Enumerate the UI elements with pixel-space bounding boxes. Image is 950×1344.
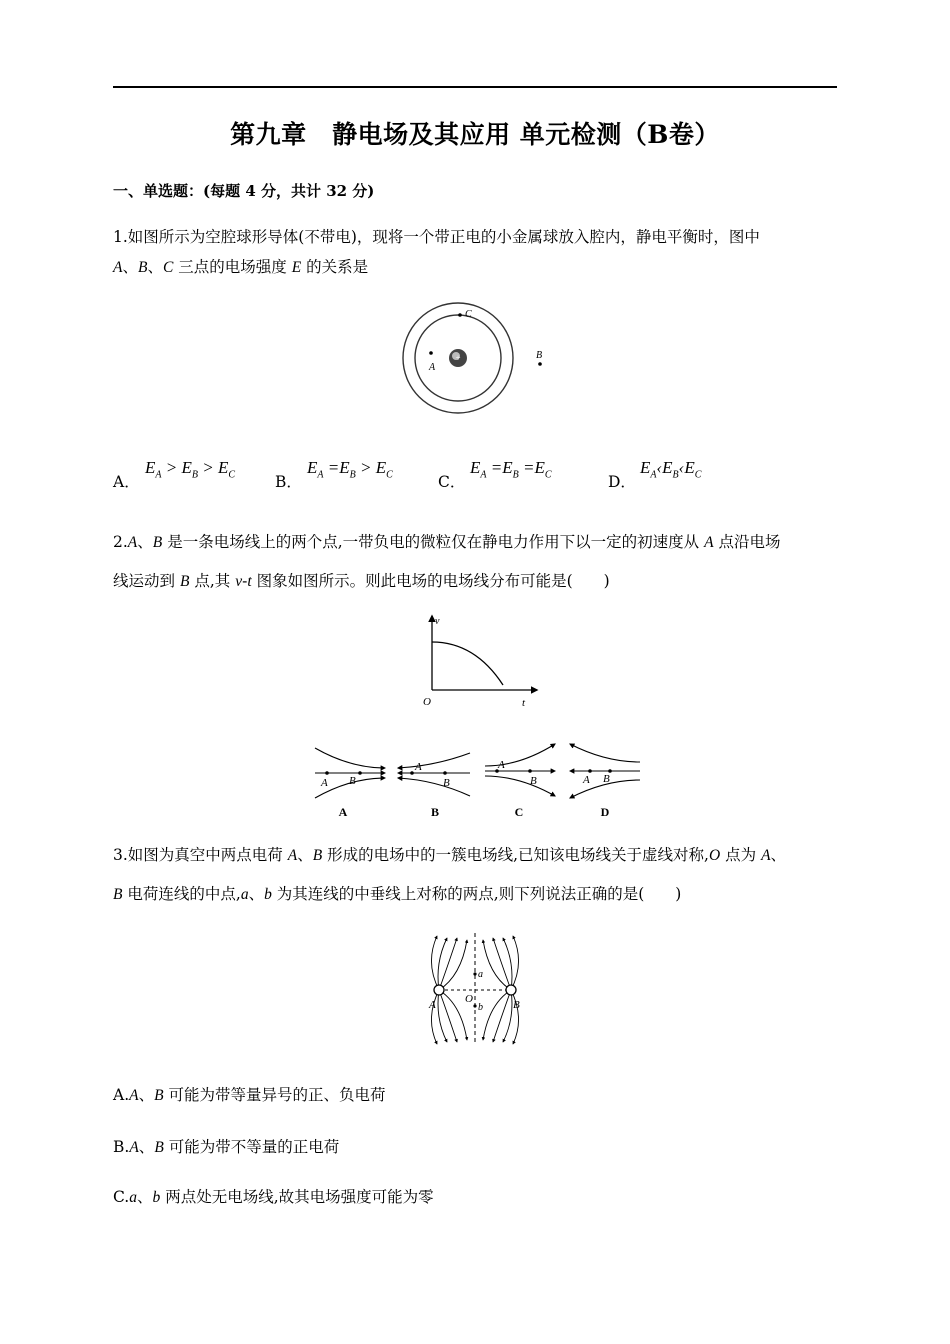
q1-line1: 1.如图所示为空腔球形导体(不带电)，现将一个带正电的小金属球放入腔内，静电平衡时，图中 — [113, 228, 760, 246]
q3-line2: B 电荷连线的中点,a、b 为其连线的中垂线上对称的两点,则下列说法正确的是( ) — [113, 885, 682, 903]
svg-text:A: A — [415, 761, 422, 773]
q1-option-a-formula: $E_A > E_B > E_C$ — [145, 458, 235, 481]
q1-line2: A、B、C 三点的电场强度 E 的关系是 — [113, 258, 369, 276]
q1-figure — [395, 300, 565, 420]
label-A: A — [429, 362, 436, 373]
svg-text:B: B — [530, 775, 537, 787]
question-2-text — [113, 527, 837, 597]
label-B: B — [513, 999, 520, 1011]
label-B: B — [536, 350, 543, 361]
q1-option-b-letter: B． — [275, 473, 302, 491]
q3-option-a: A.A、B 可能为带等量异号的正、负电荷 — [113, 1086, 386, 1104]
choice-b-diagram — [398, 753, 470, 819]
q3-option-c: C.a、b 两点处无电场线,故其电场强度可能为零 — [113, 1188, 434, 1206]
question-1-text — [113, 222, 837, 283]
label-O: O — [465, 993, 473, 1005]
label-b: b — [478, 1002, 483, 1013]
origin-label: O — [423, 696, 431, 708]
choice-a-diagram — [315, 748, 385, 819]
choice-a-label: A — [338, 805, 348, 819]
section-heading: 一、单选题：(每题 4 分，共计 32 分) — [113, 182, 375, 200]
svg-text:A: A — [583, 774, 590, 786]
q1-option-a-letter: A． — [113, 473, 140, 491]
q2-line1: 2.A、B 是一条电场线上的两个点,一带负电的微粒仅在静电力作用下以一定的初速度从 A 点沿电场 — [113, 533, 781, 551]
label-C: C — [465, 309, 472, 320]
svg-text:B: B — [603, 773, 610, 785]
q2-field-line-choices — [305, 738, 650, 823]
choice-d-diagram — [570, 744, 640, 819]
svg-text:B: B — [349, 775, 356, 787]
plus-sign: + — [455, 353, 461, 363]
header-rule — [113, 86, 837, 88]
v-axis-label: v — [435, 616, 440, 627]
choice-c-diagram — [485, 744, 555, 819]
q1-option-d-formula: $E_A‹E_B‹E_C$ — [640, 458, 702, 481]
t-axis-label: t — [522, 697, 526, 709]
q2-vt-graph — [415, 612, 540, 712]
q1-option-b-formula: $E_A =E_B > E_C$ — [307, 458, 393, 481]
q3-option-b: B.A、B 可能为带不等量的正电荷 — [113, 1138, 340, 1156]
svg-text:A: A — [321, 777, 328, 789]
q2-line2: 线运动到 B 点,其 v-t 图象如图所示。则此电场的电场线分布可能是( ) — [113, 572, 610, 590]
page-title: 第九章 静电场及其应用 单元检测（B卷） — [230, 120, 720, 149]
q1-option-d-letter: D． — [608, 473, 636, 491]
choice-d-label: D — [600, 805, 610, 819]
label-a: a — [478, 969, 483, 980]
svg-text:A: A — [498, 759, 505, 771]
choice-b-label: B — [430, 805, 440, 819]
q1-option-c-letter: C． — [438, 473, 466, 491]
q3-line1: 3.如图为真空中两点电荷 A、B 形成的电场中的一簇电场线,已知该电场线关于虚线对称,O 点为 A、 — [113, 846, 787, 864]
choice-c-label: C — [514, 805, 524, 819]
svg-text:B: B — [443, 777, 450, 789]
q3-figure — [425, 928, 525, 1048]
question-3-text — [113, 840, 837, 910]
q1-option-c-formula: $E_A =E_B =E_C$ — [470, 458, 552, 481]
label-A: A — [429, 999, 436, 1011]
